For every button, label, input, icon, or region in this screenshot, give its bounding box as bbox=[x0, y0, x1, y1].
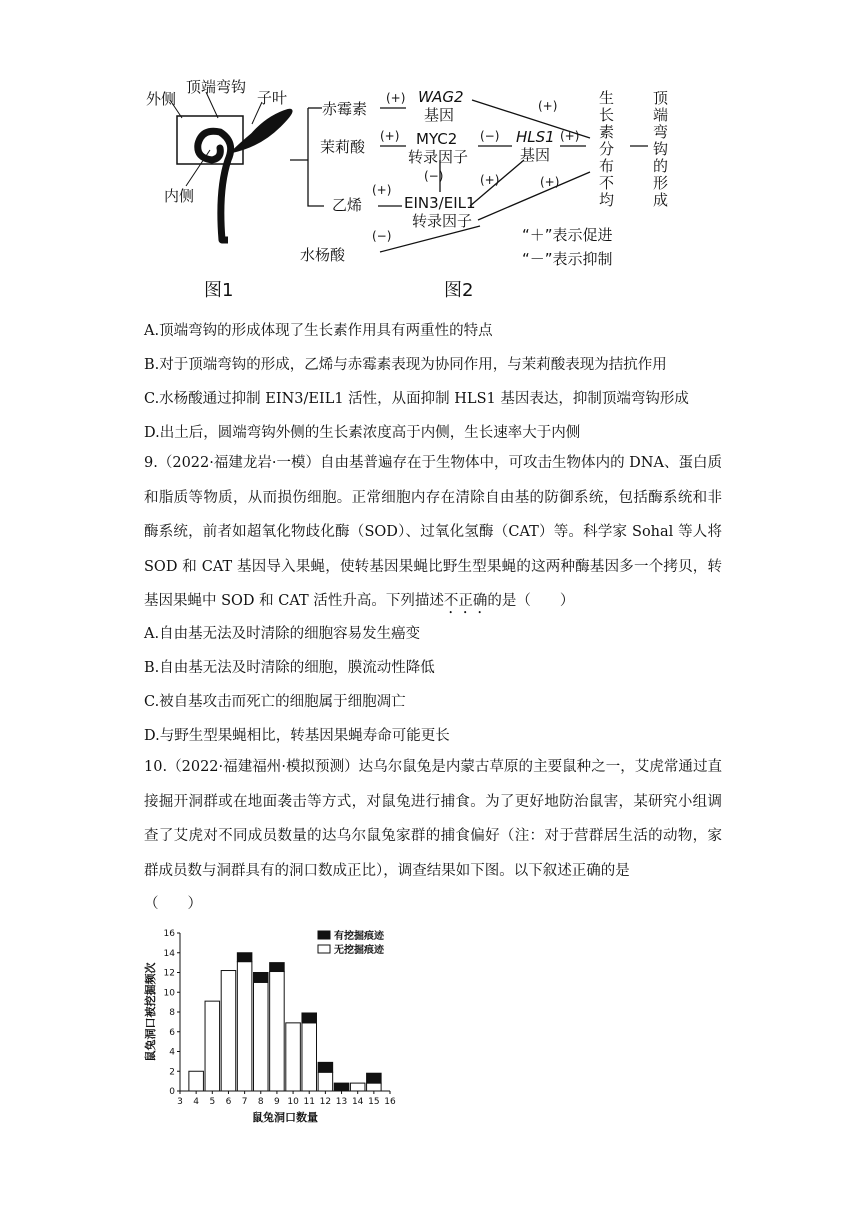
bar-dig bbox=[302, 1013, 317, 1023]
y-tick-label: 2 bbox=[169, 1067, 175, 1078]
q9-stem: 9.（2022·福建龙岩·一模）自由基普遍存在于生物体中，可攻击生物体内的 DNA、蛋白质和脂质等物质，从而损伤细胞。正常细胞内存在清除自由基的防御系统，包括酶系统和非酶系统，前者如超氧化物歧化酶（SOD）、过氧化氢酶（CAT）等。科学家 Sohal 等人将 SOD 和 CAT 基因导入果蝇，使转基因果蝇比野生型果蝇的这两种酶基因多一个拷贝，转基因果蝇中 SOD 和 CAT 活性升高。下列描述不正确的是（ ） bbox=[144, 455, 722, 609]
bar-no-dig bbox=[302, 1023, 317, 1091]
bar-no-dig bbox=[286, 1023, 301, 1091]
sign-10: (−) bbox=[372, 229, 392, 243]
bar-no-dig bbox=[350, 1083, 365, 1091]
sign-9: (+) bbox=[540, 175, 560, 189]
bar-dig bbox=[334, 1083, 349, 1091]
figure-hook-and-pathway bbox=[140, 60, 700, 310]
q10-stem: 10.（2022·福建福州·模拟预测）达乌尔鼠兔是内蒙古草原的主要鼠种之一，艾虎常通过直接掘开洞群或在地面袭击等方式，对鼠兔进行捕食。为了更好地防治鼠害，某研究小组调查了艾虎对不同成员数量的达乌尔鼠兔家群的捕食偏好（注：对于营群居生活的动物，家群成员数与洞群具有的洞口数成正比），调查结果如下图。以下叙述正确的是 bbox=[144, 759, 722, 879]
q8-option-b: B.对于顶端弯钩的形成，乙烯与赤霉素表现为协同作用，与茉莉酸表现为拮抗作用 bbox=[144, 357, 667, 373]
figure-svg bbox=[140, 60, 700, 310]
q8-option-c: C.水杨酸通过抑制 EIN3/EIL1 活性，从面抑制 HLS1 基因表达，抑制顶端弯钩形成 bbox=[144, 391, 689, 407]
bar-dig bbox=[318, 1062, 333, 1072]
y-tick-label: 12 bbox=[163, 968, 175, 979]
node-jasmonic: 茉莉酸 bbox=[320, 138, 366, 156]
sign-2: (+) bbox=[538, 99, 558, 113]
fig2-caption: 图2 bbox=[444, 280, 474, 301]
x-tick-label: 12 bbox=[319, 1097, 332, 1107]
bar-no-dig bbox=[367, 1083, 382, 1091]
x-tick-label: 8 bbox=[257, 1097, 264, 1107]
chart-svg bbox=[140, 925, 420, 1130]
legend-label: 无挖掘痕迹 bbox=[334, 945, 384, 956]
x-tick-label: 5 bbox=[209, 1097, 216, 1107]
node-ein3-tf: 转录因子 bbox=[412, 212, 473, 230]
sign-3: (+) bbox=[380, 129, 400, 143]
node-salicylic: 水杨酸 bbox=[300, 246, 346, 264]
x-tick-label: 14 bbox=[351, 1097, 364, 1107]
bar-dig bbox=[367, 1073, 382, 1083]
x-tick-label: 15 bbox=[368, 1097, 380, 1107]
x-tick-label: 7 bbox=[241, 1097, 248, 1107]
bar-dig bbox=[270, 963, 285, 972]
burrow-chart bbox=[140, 925, 420, 1130]
node-wag2-gene: 基因 bbox=[424, 106, 455, 124]
x-tick-label: 11 bbox=[303, 1097, 315, 1107]
x-tick-label: 10 bbox=[287, 1097, 299, 1107]
bar-no-dig bbox=[237, 962, 252, 1091]
bar-dig bbox=[237, 953, 252, 962]
x-tick-label: 6 bbox=[225, 1097, 232, 1107]
sign-6: (−) bbox=[424, 169, 444, 183]
node-hls1-gene: 基因 bbox=[520, 146, 551, 164]
bar-no-dig bbox=[318, 1072, 333, 1091]
x-tick-label: 13 bbox=[335, 1097, 348, 1107]
x-axis-label: 鼠兔洞口数量 bbox=[252, 1111, 318, 1124]
q9-option-d: D.与野生型果蝇相比，转基因果蝇寿命可能更长 bbox=[144, 728, 450, 744]
y-tick-label: 16 bbox=[163, 929, 175, 939]
y-tick-label: 0 bbox=[169, 1087, 175, 1097]
sign-1: (+) bbox=[386, 91, 406, 105]
label-outer: 外侧 bbox=[146, 90, 177, 108]
node-ethylene: 乙烯 bbox=[332, 196, 363, 214]
y-tick-label: 8 bbox=[169, 1008, 175, 1018]
sign-8: (+) bbox=[480, 173, 500, 187]
x-tick-label: 4 bbox=[193, 1097, 200, 1107]
seedling-drawing bbox=[170, 92, 292, 240]
label-leaf: 子叶 bbox=[257, 89, 288, 107]
bar-dig bbox=[254, 973, 269, 983]
y-tick-label: 6 bbox=[169, 1027, 175, 1038]
emphasis-not-correct: 不正确 bbox=[443, 593, 488, 609]
q10-bracket: （ ） bbox=[144, 896, 202, 912]
sign-4: (−) bbox=[480, 129, 500, 143]
fig1-caption: 图1 bbox=[204, 280, 234, 301]
bar-no-dig bbox=[254, 982, 269, 1091]
legend-swatch bbox=[318, 931, 330, 939]
y-tick-label: 4 bbox=[169, 1047, 175, 1058]
legend-label: 有挖掘痕迹 bbox=[334, 931, 384, 942]
y-axis-label: 鼠兔洞口被挖掘频次 bbox=[144, 962, 157, 1062]
x-tick-label: 9 bbox=[274, 1097, 280, 1107]
legend-minus: “－”表示抑制 bbox=[522, 250, 613, 268]
node-wag2: WAG2 bbox=[418, 88, 464, 106]
y-tick-label: 10 bbox=[163, 988, 175, 999]
label-inner: 内侧 bbox=[164, 187, 195, 205]
x-tick-label: 3 bbox=[177, 1097, 183, 1107]
legend-swatch bbox=[318, 945, 330, 953]
node-myc2-tf: 转录因子 bbox=[408, 148, 469, 166]
label-hook: 顶端弯钩 bbox=[186, 78, 247, 96]
q8-option-a: A.顶端弯钩的形成体现了生长素作用具有两重性的特点 bbox=[144, 323, 493, 339]
node-ein3: EIN3/EIL1 bbox=[404, 194, 476, 212]
bar-no-dig bbox=[270, 972, 285, 1091]
legend-plus: “＋”表示促进 bbox=[522, 226, 613, 244]
node-myc2: MYC2 bbox=[416, 130, 458, 148]
bar-no-dig bbox=[189, 1071, 204, 1091]
node-hls1: HLS1 bbox=[516, 128, 555, 146]
node-gibberellin: 赤霉素 bbox=[322, 100, 368, 118]
y-tick-label: 14 bbox=[163, 948, 175, 959]
q9-option-c: C.被自基攻击而死亡的细胞属于细胞凋亡 bbox=[144, 694, 406, 710]
node-hook-formation: 顶端弯钩的形成 bbox=[651, 90, 669, 209]
sign-5: (+) bbox=[560, 129, 580, 143]
q8-option-d: D.出土后，圆端弯钩外侧的生长素浓度高于内侧，生长速率大于内侧 bbox=[144, 425, 581, 441]
bar-no-dig bbox=[221, 971, 236, 1091]
x-tick-label: 16 bbox=[384, 1097, 396, 1107]
q9-option-b: B.自由基无法及时清除的细胞，膜流动性降低 bbox=[144, 660, 435, 676]
sign-7: (+) bbox=[372, 183, 392, 197]
q9-option-a: A.自由基无法及时清除的细胞容易发生癌变 bbox=[144, 626, 421, 642]
bar-no-dig bbox=[205, 1001, 220, 1091]
node-auxin-uneven: 生长素分布不均 bbox=[597, 90, 615, 209]
